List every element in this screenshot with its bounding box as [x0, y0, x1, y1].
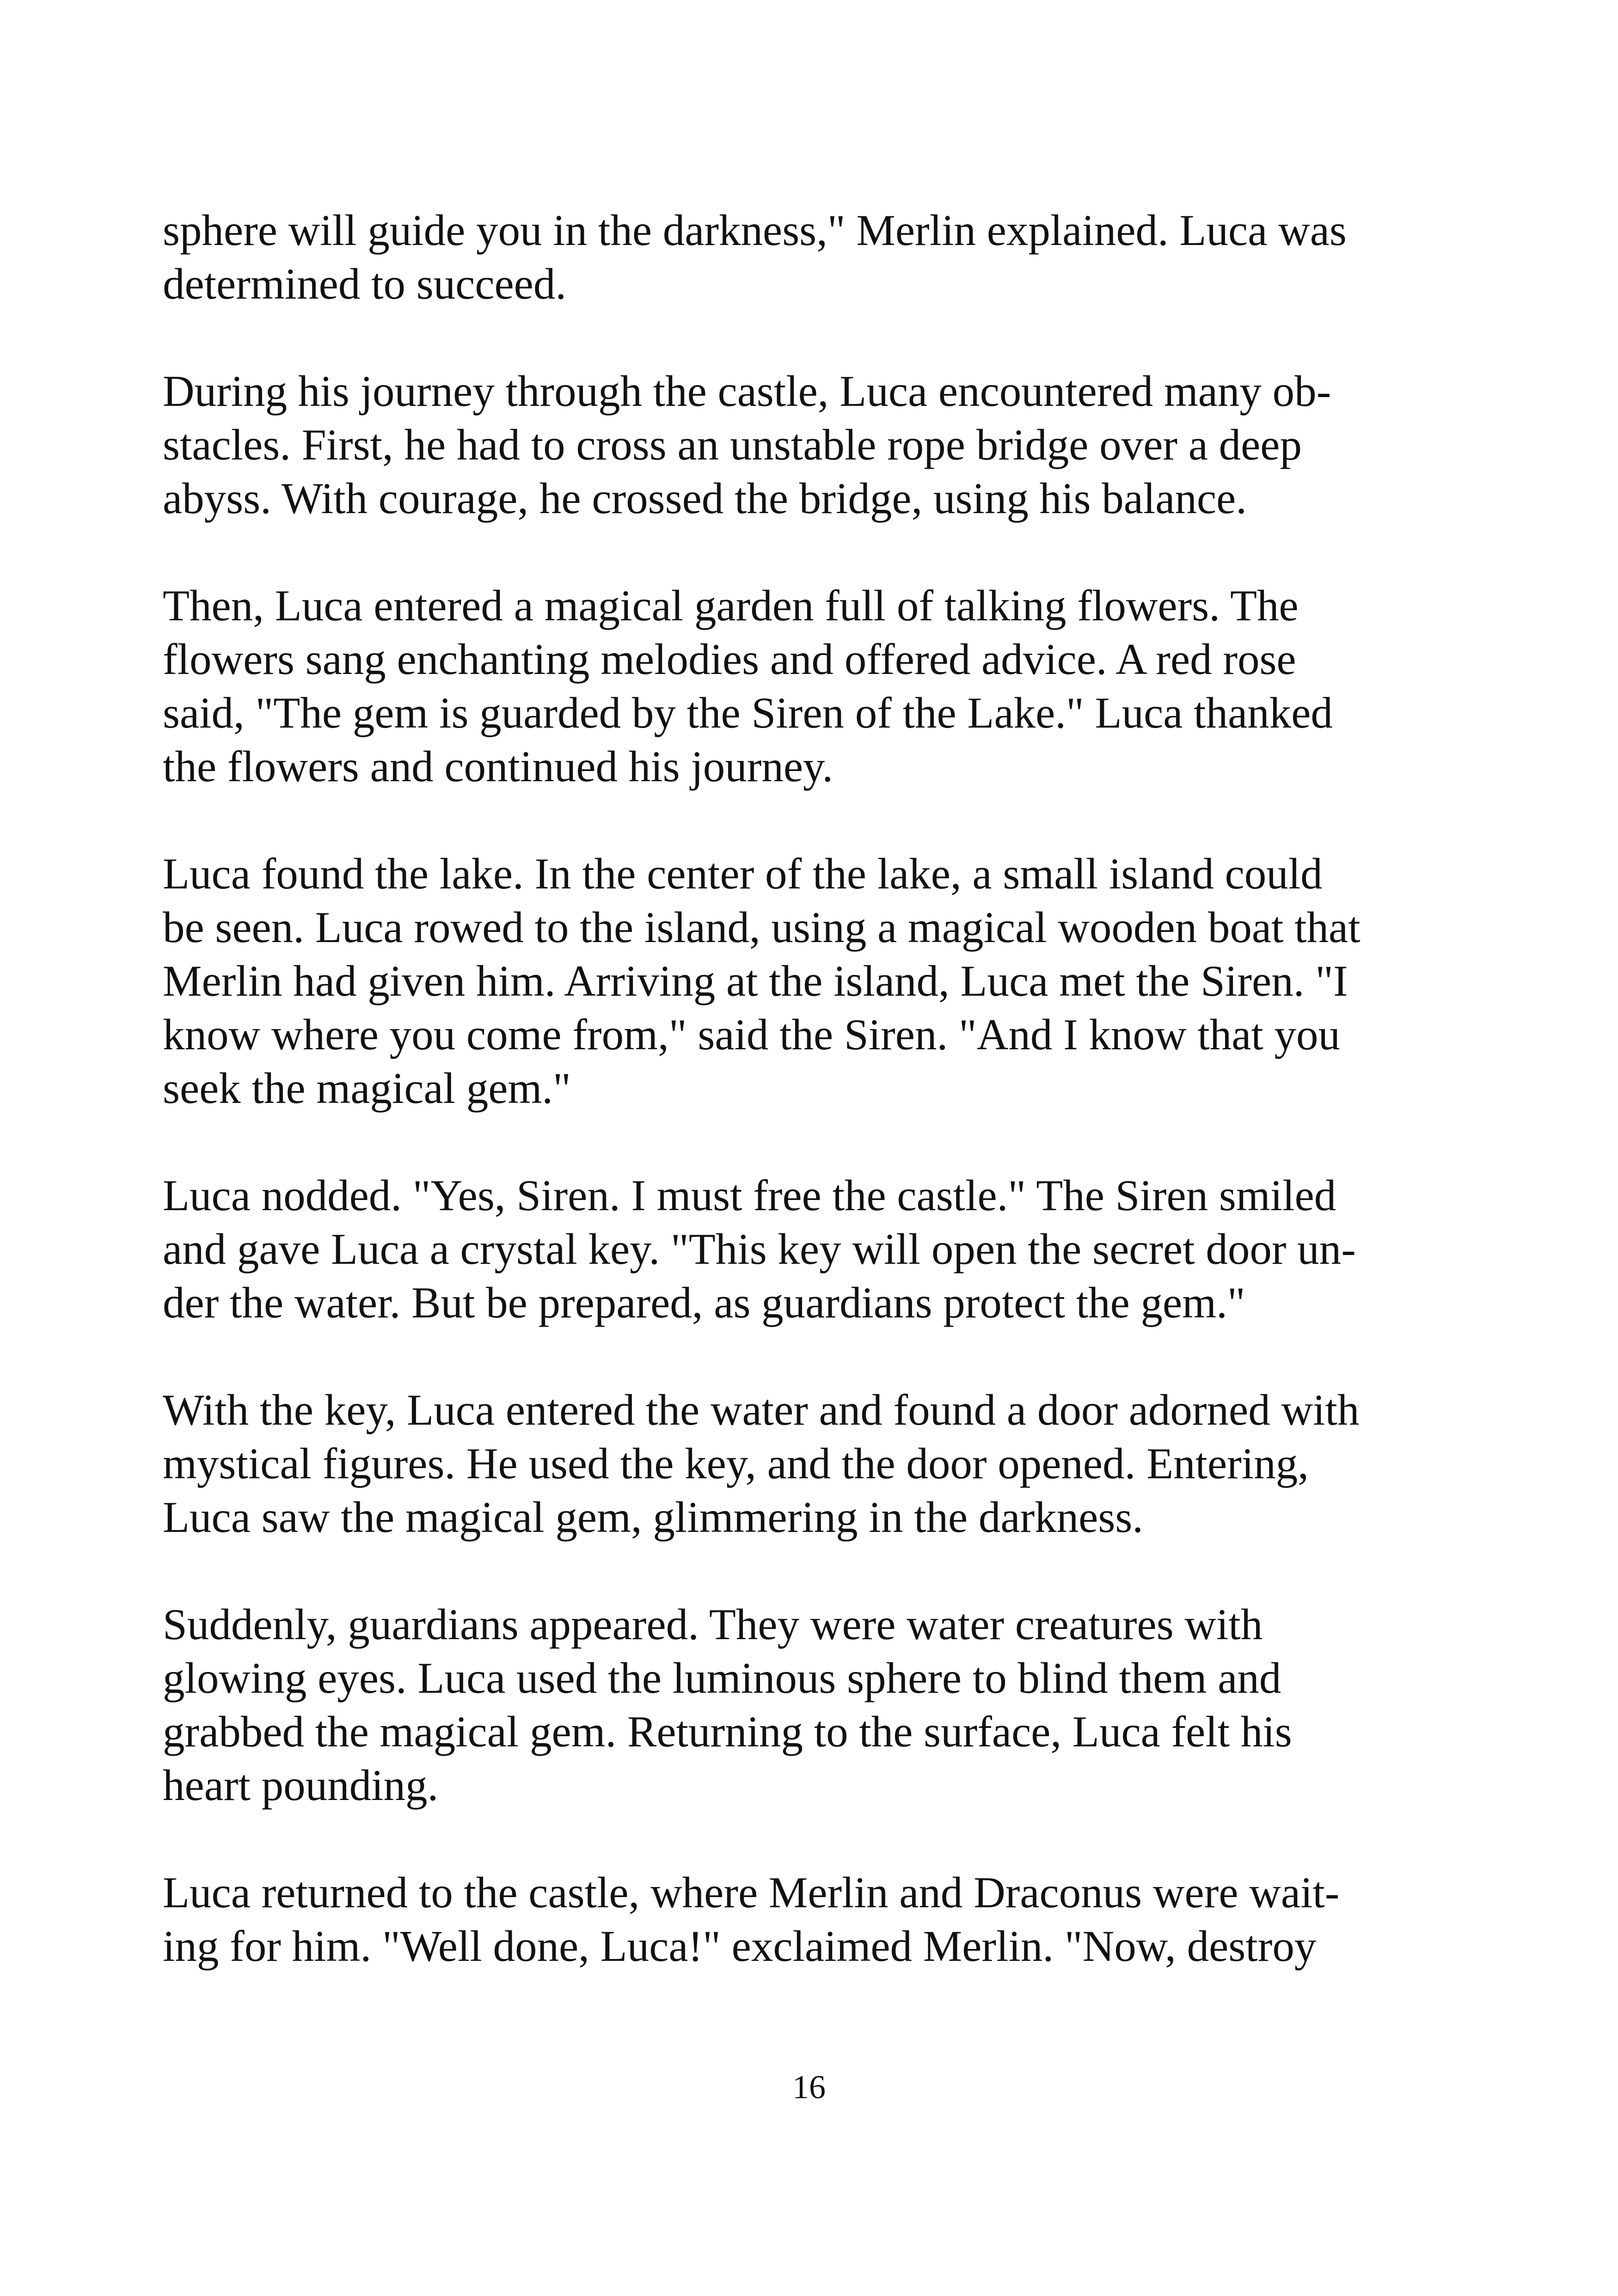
text-line: and gave Luca a crystal key. "This key will open the secret door un- [163, 1225, 1356, 1274]
text-line: stacles. First, he had to cross an unstable rope bridge over a deep [163, 420, 1302, 469]
text-line: sphere will guide you in the darkness," Merlin explained. Luca was [163, 206, 1347, 255]
text-line: heart pounding. [163, 1761, 439, 1810]
text-line: abyss. With courage, he crossed the bridge, using his balance. [163, 474, 1247, 523]
text-line: Merlin had given him. Arriving at the island, Luca met the Siren. "I [163, 956, 1348, 1005]
paragraph [163, 203, 1457, 311]
paragraph [163, 1866, 1457, 1973]
text-line: the flowers and continued his journey. [163, 742, 834, 791]
text-line: grabbed the magical gem. Returning to the surface, Luca felt his [163, 1707, 1292, 1756]
text-line: Luca returned to the castle, where Merlin and Draconus were wait- [163, 1868, 1340, 1917]
text-line: glowing eyes. Luca used the luminous sphere to blind them and [163, 1653, 1281, 1702]
text-line: be seen. Luca rowed to the island, using a magical wooden boat that [163, 903, 1361, 952]
paragraph [163, 847, 1457, 1115]
paragraph [163, 364, 1457, 525]
paragraph [163, 579, 1457, 793]
text-line: Then, Luca entered a magical garden full of talking flowers. The [163, 581, 1299, 630]
text-line: During his journey through the castle, Luca encountered many ob- [163, 367, 1331, 416]
text-line: With the key, Luca entered the water and found a door adorned with [163, 1385, 1360, 1434]
text-line: Suddenly, guardians appeared. They were water creatures with [163, 1600, 1263, 1649]
page-number: 16 [792, 2069, 826, 2106]
text-line: flowers sang enchanting melodies and offered advice. A red rose [163, 635, 1296, 684]
text-line: ing for him. "Well done, Luca!" exclaimed Merlin. "Now, destroy [163, 1922, 1317, 1971]
text-line: said, "The gem is guarded by the Siren of the Lake." Luca thanked [163, 688, 1333, 737]
text-line: determined to succeed. [163, 259, 567, 308]
text-line: Luca saw the magical gem, glimmering in the darkness. [163, 1493, 1144, 1542]
text-line: know where you come from," said the Siren. "And I know that you [163, 1010, 1341, 1059]
text-line: Luca nodded. "Yes, Siren. I must free the castle." The Siren smiled [163, 1171, 1336, 1220]
paragraph [163, 1169, 1457, 1329]
paragraph [163, 1383, 1457, 1544]
text-line: mystical figures. He used the key, and the door opened. Entering, [163, 1439, 1309, 1488]
body-text [163, 203, 1457, 2027]
text-line: Luca found the lake. In the center of the lake, a small island could [163, 849, 1323, 898]
paragraph [163, 1598, 1457, 1812]
text-line: seek the magical gem." [163, 1064, 571, 1113]
text-line: der the water. But be prepared, as guardians protect the gem." [163, 1278, 1245, 1327]
